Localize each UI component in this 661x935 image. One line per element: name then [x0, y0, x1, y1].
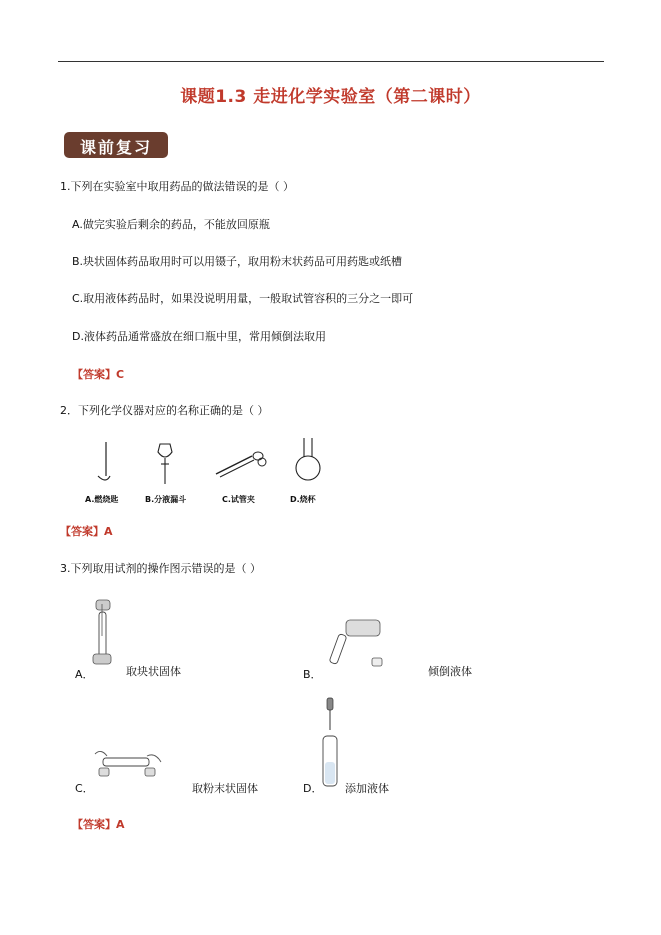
- q2-answer-label: 【答案】: [60, 525, 104, 538]
- q2-stem: 2．下列化学仪器对应的名称正确的是（ ）: [60, 404, 269, 417]
- q1-option-c: C.取用液体药品时，如果没说明用量，一般取试管容积的三分之一即可: [72, 292, 414, 305]
- pour-liquid-illustration: [318, 612, 390, 674]
- q3-option-a-letter: A．: [75, 668, 94, 681]
- q1-option-a: A.做完实验后剩余的药品，不能放回原瓶: [72, 218, 270, 231]
- q3-option-d-letter: D．: [303, 782, 323, 795]
- header-rule: [58, 61, 604, 62]
- q2-answer-value: A: [104, 525, 113, 538]
- q1-answer-value: C: [116, 368, 125, 381]
- q1-option-b: B.块状固体药品取用时可以用镊子，取用粉末状药品可用药匙或纸槽: [72, 255, 403, 268]
- q1-stem: 1.下列在实验室中取用药品的做法错误的是（ ）: [60, 180, 294, 193]
- q3-answer-label: 【答案】: [72, 818, 116, 831]
- q3-option-b-letter: B．: [303, 668, 322, 681]
- section-badge-label: 课前复习: [79, 138, 152, 157]
- q1-answer-label: 【答案】: [72, 368, 116, 381]
- q2-caption-d: D.烧杯: [290, 495, 316, 504]
- q3-option-b-text: 倾倒液体: [428, 665, 472, 678]
- powder-trough-illustration: [93, 744, 163, 782]
- q2-caption-c: C.试管夹: [222, 495, 255, 504]
- q3-option-c-text: 取粉末状固体: [192, 782, 258, 795]
- separatory-funnel-icon: [150, 440, 180, 490]
- test-tube-clamp-icon: [212, 446, 268, 480]
- combustion-spoon-icon: [88, 440, 118, 490]
- page-title: 课题1.3 走进化学实验室（第二课时）: [180, 87, 481, 107]
- q3-answer-value: A: [116, 818, 125, 831]
- dropper-tube-illustration: [318, 696, 342, 792]
- q1-answer: [72, 368, 124, 382]
- q2-caption-b: B.分液漏斗: [145, 495, 187, 504]
- q3-option-c-letter: C．: [75, 782, 94, 795]
- q3-option-a-text: 取块状固体: [126, 665, 181, 678]
- q1-option-d: D.液体药品通常盛放在细口瓶中里，常用倾倒法取用: [72, 330, 326, 343]
- round-flask-icon: [290, 436, 326, 486]
- q3-answer: [72, 818, 125, 832]
- solid-in-tube-illustration: [88, 596, 128, 680]
- q3-option-d-text: 添加液体: [345, 782, 389, 795]
- q3-stem: 3.下列取用试剂的操作图示错误的是（ ）: [60, 562, 261, 575]
- q2-answer: [60, 525, 113, 539]
- q2-caption-a: A.燃烧匙: [85, 495, 119, 504]
- section-badge: [64, 132, 168, 158]
